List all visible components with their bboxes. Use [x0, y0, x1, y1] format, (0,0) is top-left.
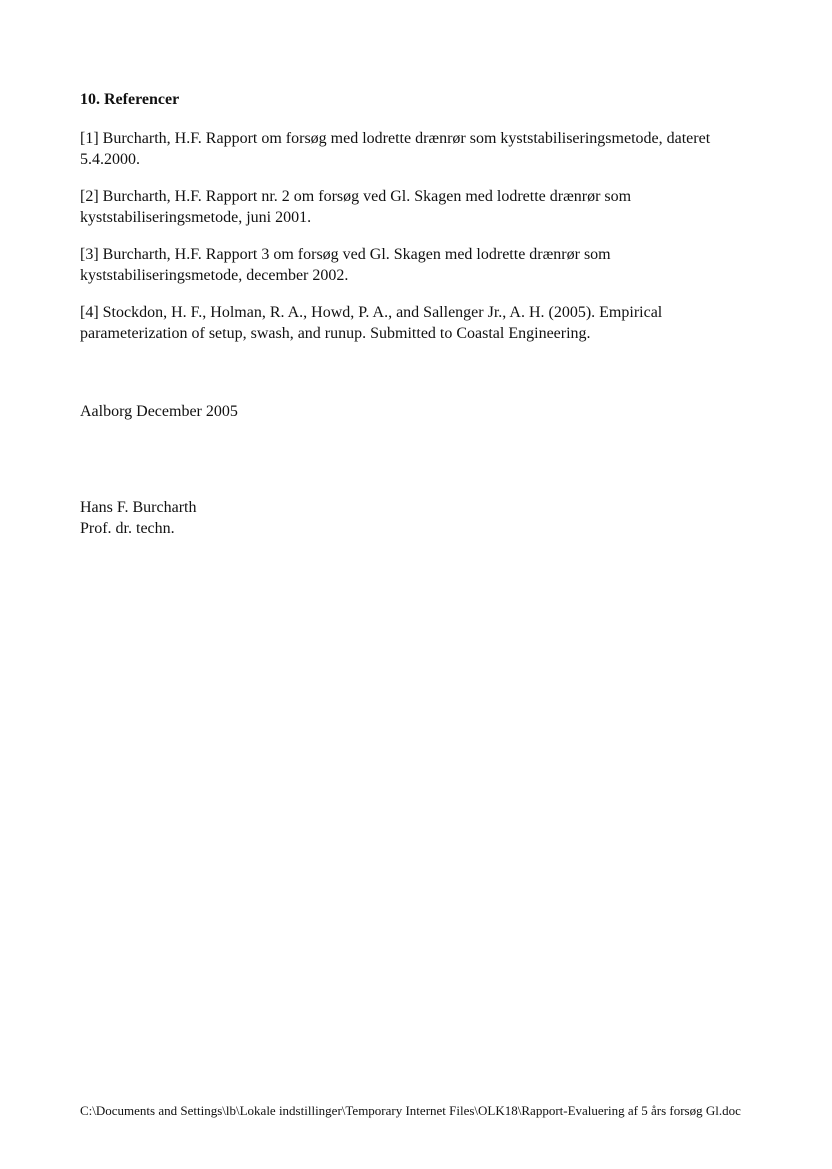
signatory-title: Prof. dr. techn.: [80, 520, 175, 537]
section-heading: 10. Referencer: [80, 91, 180, 108]
reference-item: [1] Burcharth, H.F. Rapport om forsøg med lodrette drænrør som kyststabiliseringsmetode, dateret 5.4.2000.: [80, 130, 711, 168]
signatory-name: Hans F. Burcharth: [80, 499, 197, 516]
reference-item: [4] Stockdon, H. F., Holman, R. A., Howd, P. A., and Sallenger Jr., A. H. (2005). Empirical parameterization of setup, swash, and runup. Submitted to Coastal Engineering.: [80, 304, 663, 342]
footer-file-path: C:\Documents and Settings\lb\Lokale indstillinger\Temporary Internet Files\OLK18\Rapport-Evaluering af 5 års forsøg Gl.doc: [80, 1103, 741, 1118]
place-date: Aalborg December 2005: [80, 403, 238, 420]
reference-item: [2] Burcharth, H.F. Rapport nr. 2 om forsøg ved Gl. Skagen med lodrette drænrør som kyststabiliseringsmetode, juni 2001.: [80, 188, 632, 226]
reference-item: [3] Burcharth, H.F. Rapport 3 om forsøg ved Gl. Skagen med lodrette drænrør som kyststabiliseringsmetode, december 2002.: [80, 246, 611, 284]
reference-list: [80, 128, 760, 360]
signature-block: [80, 497, 196, 539]
